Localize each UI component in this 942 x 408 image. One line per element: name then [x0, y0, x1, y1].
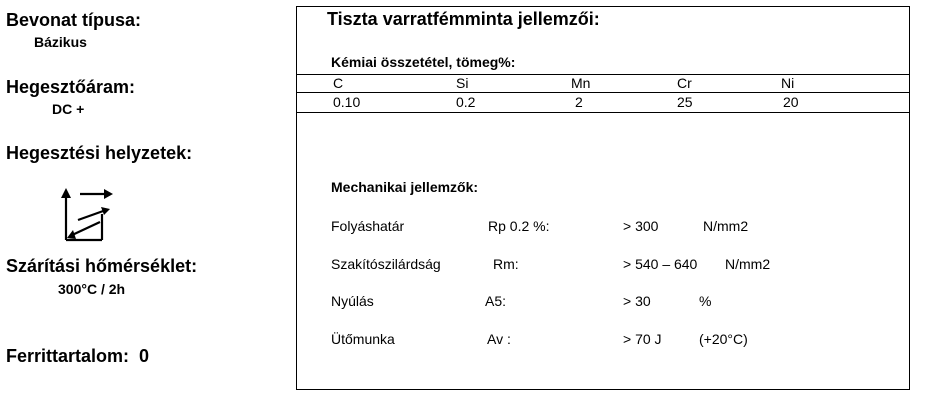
- mech-row-unit: N/mm2: [725, 256, 771, 272]
- mechanical-properties-title: Mechanikai jellemzők:: [331, 179, 479, 195]
- weld-metal-properties-panel: [296, 6, 910, 390]
- mech-row-value: > 540 – 640: [623, 256, 698, 272]
- divider: [297, 92, 909, 93]
- mech-row-name: Nyúlás: [331, 293, 374, 309]
- chem-header-ni: Ni: [781, 75, 795, 91]
- mech-row-value: > 70 J: [623, 331, 662, 347]
- mech-row-value: > 30: [623, 293, 651, 309]
- welding-positions-icon: [58, 186, 118, 244]
- mech-row-symbol: Av :: [487, 331, 511, 347]
- chem-header-cr: Cr: [677, 75, 692, 91]
- chem-value-cr: 25: [677, 94, 693, 110]
- mech-row-name: Ütőmunka: [331, 331, 395, 347]
- mech-row-unit: N/mm2: [703, 218, 749, 234]
- ferrite-content-value: 0: [139, 346, 150, 366]
- welding-current-value: DC +: [52, 101, 85, 117]
- panel-title: Tiszta varratfémminta jellemzői:: [327, 9, 600, 29]
- divider: [297, 74, 909, 75]
- ferrite-content-label-text: Ferrittartalom:: [6, 346, 130, 366]
- chemical-composition-title: Kémiai összetétel, tömeg%:: [331, 54, 516, 70]
- welding-positions-label: Hegesztési helyzetek:: [6, 143, 193, 163]
- left-info-column: [0, 0, 290, 408]
- mech-row-symbol: Rp 0.2 %:: [488, 218, 550, 234]
- mech-row-unit: (+20°C): [699, 331, 748, 347]
- mech-row-name: Szakítószilárdság: [331, 256, 441, 272]
- mech-row-name: Folyáshatár: [331, 218, 405, 234]
- drying-temperature-value: 300°C / 2h: [58, 281, 126, 297]
- chem-header-si: Si: [456, 75, 469, 91]
- chem-value-c: 0.10: [333, 94, 361, 110]
- coating-type-value: Bázikus: [34, 34, 87, 50]
- chem-value-mn: 2: [575, 94, 583, 110]
- chem-value-si: 0.2: [456, 94, 476, 110]
- divider: [297, 112, 909, 113]
- chem-header-c: C: [333, 75, 344, 91]
- welding-current-label: Hegesztőáram:: [6, 77, 136, 97]
- ferrite-content-label: [6, 346, 149, 367]
- mech-row-symbol: A5:: [485, 293, 507, 309]
- coating-type-label: Bevonat típusa:: [6, 10, 142, 30]
- mech-row-unit: %: [699, 293, 712, 309]
- drying-temperature-label: Szárítási hőmérséklet:: [6, 256, 198, 276]
- chem-value-ni: 20: [783, 94, 799, 110]
- mech-row-value: > 300: [623, 218, 659, 234]
- chem-header-mn: Mn: [571, 75, 591, 91]
- mech-row-symbol: Rm:: [493, 256, 519, 272]
